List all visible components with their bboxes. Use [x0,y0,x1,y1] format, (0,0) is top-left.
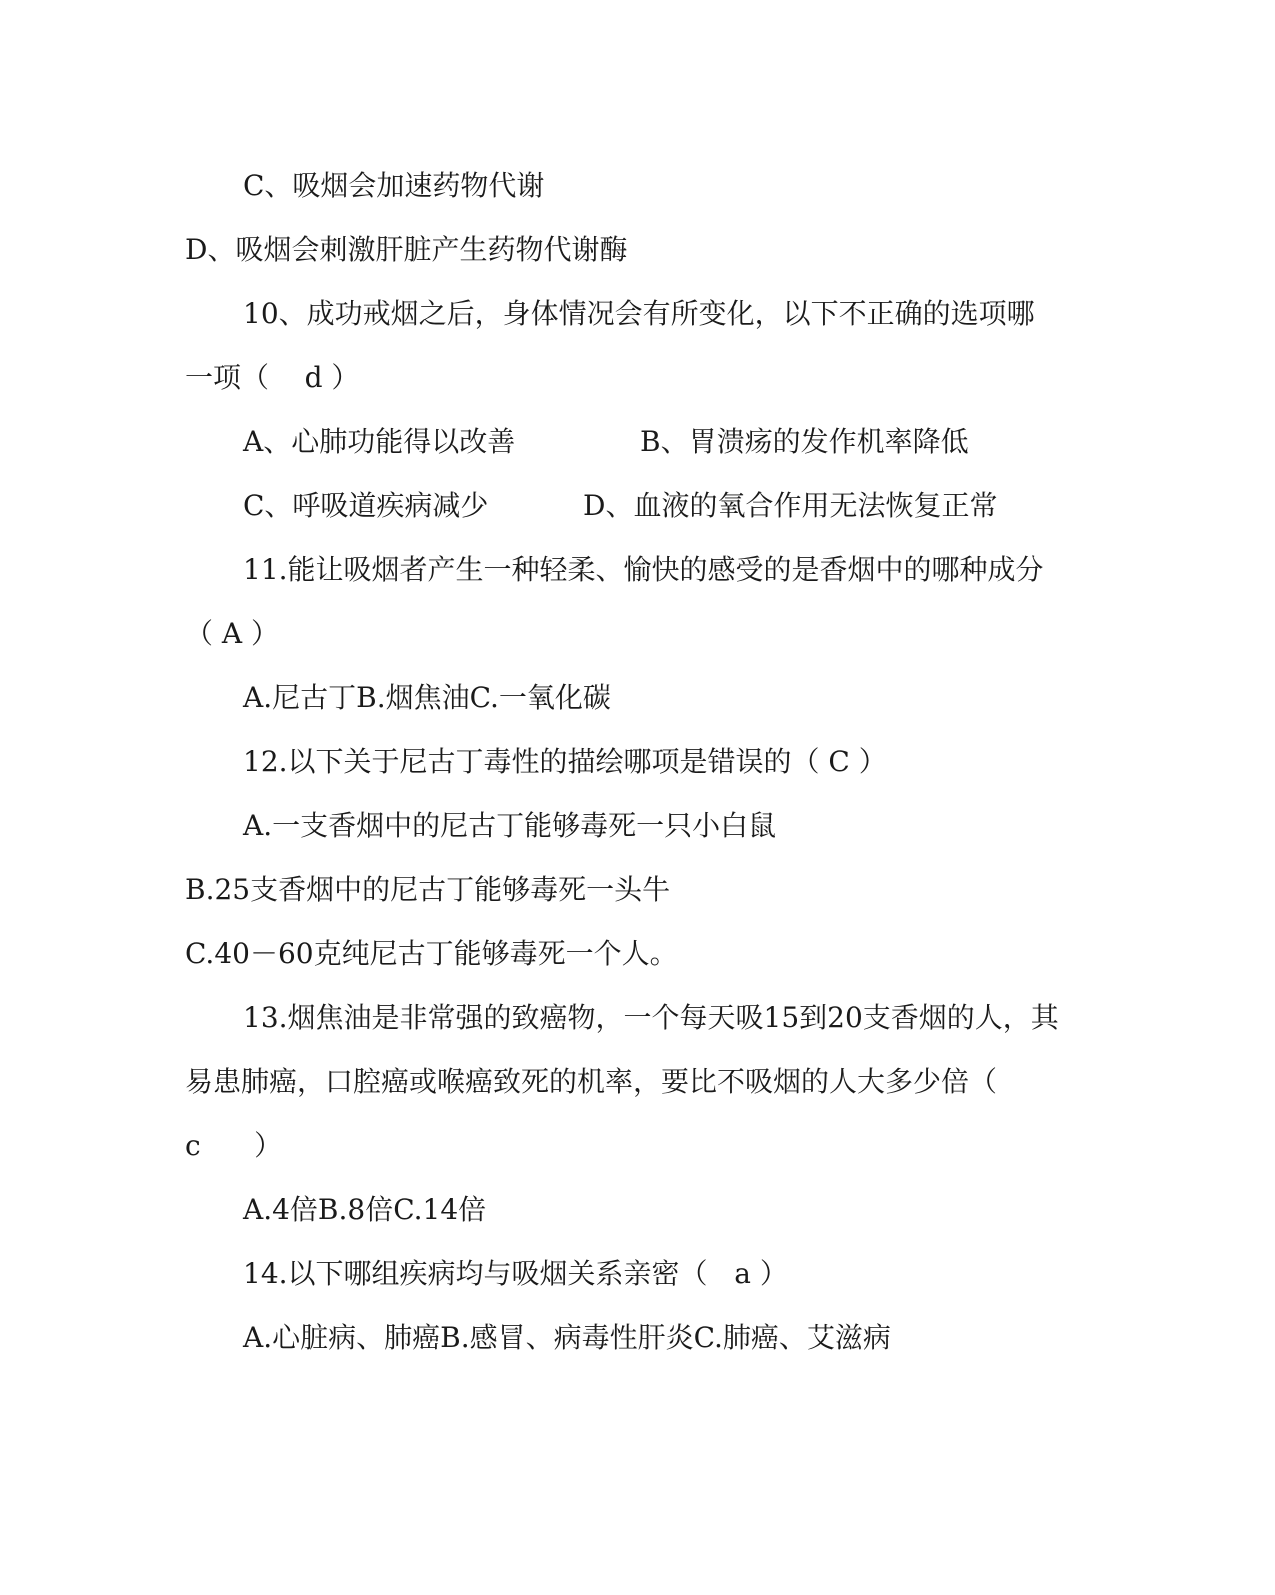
question-10-continuation: 一项（ d ） [185,361,360,394]
option-10a: A、心肺功能得以改善 [243,425,516,458]
options-11: A.尼古丁B.烟焦油C.一氧化碳 [243,681,611,714]
option-12c: C.40－60克纯尼古丁能够毒死一个人。 [185,937,678,970]
question-13-continuation: 易患肺癌，口腔癌或喉癌致死的机率，要比不吸烟的人大多少倍（ [185,1065,998,1098]
option-10d: D、血液的氧合作用无法恢复正常 [583,489,998,522]
options-13: A.4倍B.8倍C.14倍 [243,1193,487,1226]
question-12: 12.以下关于尼古丁毒性的描绘哪项是错误的（ C ） [243,745,887,778]
option-10b: B、胃溃疡的发作机率降低 [640,425,969,458]
question-13-answer: c ） [185,1129,283,1162]
option-12b: B.25支香烟中的尼古丁能够毒死一头牛 [185,873,671,906]
question-14: 14.以下哪组疾病均与吸烟关系亲密（ a ） [243,1257,788,1290]
option-9c: C、吸烟会加速药物代谢 [243,169,545,202]
question-10: 10、成功戒烟之后，身体情况会有所变化，以下不正确的选项哪 [243,297,1035,330]
question-13: 13.烟焦油是非常强的致癌物，一个每天吸15到20支香烟的人，其 [243,1001,1059,1034]
option-9d: D、吸烟会刺激肝脏产生药物代谢酶 [185,233,628,266]
options-14: A.心脏病、肺癌B.感冒、病毒性肝炎C.肺癌、艾滋病 [243,1321,891,1354]
question-11: 11.能让吸烟者产生一种轻柔、愉快的感受的是香烟中的哪种成分 [243,553,1044,586]
option-10c: C、呼吸道疾病减少 [243,489,489,522]
question-11-answer: （ A ） [185,617,280,650]
option-12a: A.一支香烟中的尼古丁能够毒死一只小白鼠 [243,809,777,842]
